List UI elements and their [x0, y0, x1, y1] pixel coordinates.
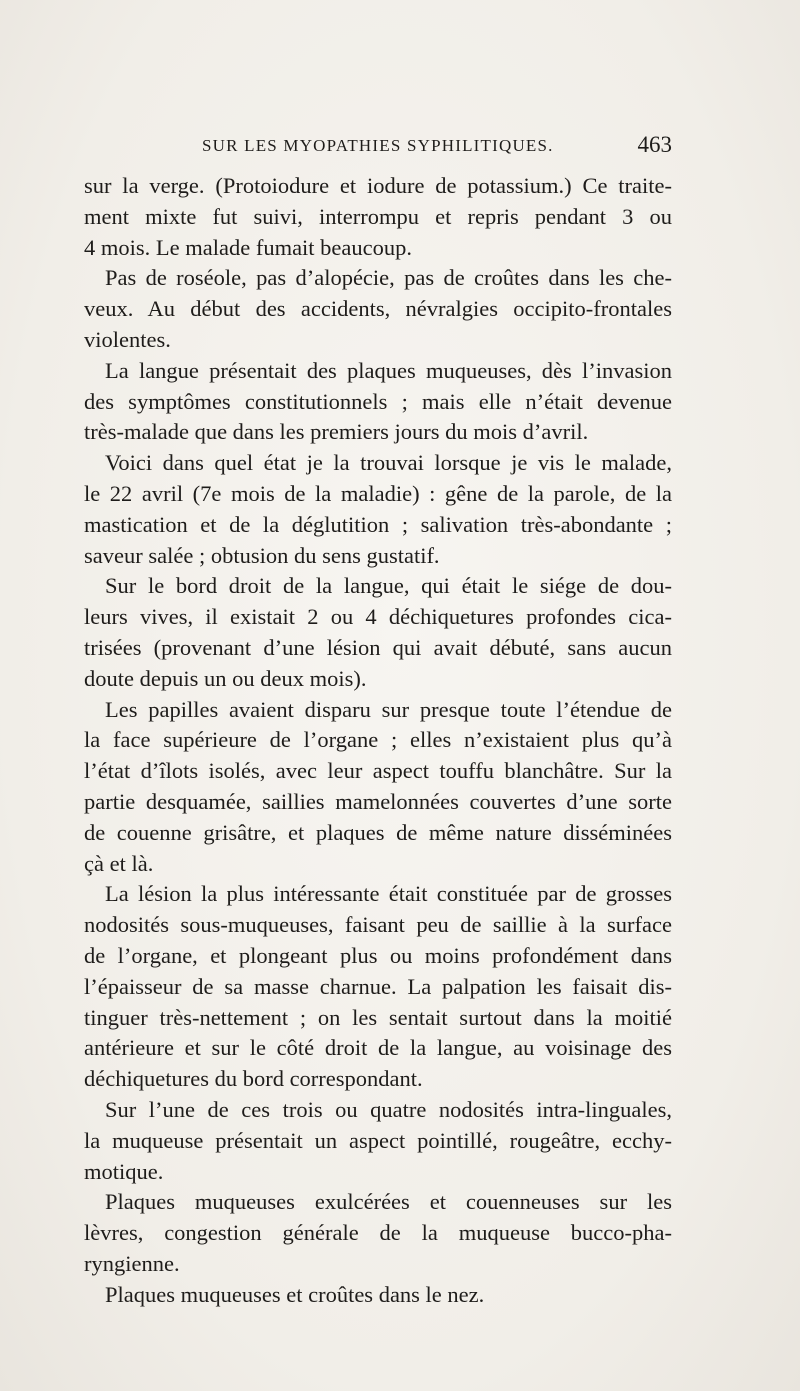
text-line: 4 mois. Le malade fumait beaucoup. [84, 234, 413, 260]
text-line: des symptômes constitutionnels ; mais elle n’était devenue [84, 388, 672, 414]
text-line: Pas de roséole, pas d’alopécie, pas de croûtes dans les che- [105, 265, 672, 291]
text-line: La lésion la plus intéressante était constituée par de grosses [105, 881, 672, 907]
text-line: le 22 avril (7e mois de la maladie) : gêne de la parole, de la [84, 480, 672, 506]
page-number: 463 [637, 132, 672, 157]
text-line: partie desquamée, saillies mamelonnées couvertes d’une sorte [84, 788, 672, 814]
text-line: tinguer très-nettement ; on les sentait surtout dans la moitié [84, 1004, 672, 1030]
text-line: antérieure et sur le côté droit de la langue, au voisinage des [84, 1035, 672, 1061]
text-line: la muqueuse présentait un aspect pointillé, rougeâtre, ecchy- [84, 1127, 672, 1153]
text-line: de couenne grisâtre, et plaques de même nature disséminées [84, 819, 672, 845]
text-line: très-malade que dans les premiers jours du mois d’avril. [84, 419, 589, 445]
text-line: trisées (provenant d’une lésion qui avait débuté, sans aucun [84, 634, 672, 660]
text-line: veux. Au début des accidents, névralgies occipito-frontales [84, 296, 672, 322]
body-text [84, 171, 672, 1310]
text-line: motique. [84, 1158, 164, 1184]
text-line: la face supérieure de l’organe ; elles n’existaient plus qu’à [84, 727, 672, 753]
text-line: lèvres, congestion générale de la muqueuse bucco-pha- [84, 1220, 672, 1246]
text-line: Sur l’une de ces trois ou quatre nodosités intra-linguales, [105, 1096, 672, 1122]
text-line: l’état d’îlots isolés, avec leur aspect touffu blanchâtre. Sur la [84, 758, 672, 784]
text-line: çà et là. [84, 850, 154, 876]
text-line: Plaques muqueuses et croûtes dans le nez. [105, 1281, 485, 1307]
text-line: Voici dans quel état je la trouvai lorsque je vis le malade, [105, 450, 672, 476]
text-line: Sur le bord droit de la langue, qui était le siége de dou- [105, 573, 672, 599]
text-line: Plaques muqueuses exulcérées et couenneuses sur les [105, 1189, 672, 1215]
text-line: sur la verge. (Protoiodure et iodure de potassium.) Ce traite- [84, 173, 672, 198]
text-line: violentes. [84, 326, 171, 352]
text-line: nodosités sous-muqueuses, faisant peu de saillie à la surface [84, 912, 672, 938]
text-line: ryngienne. [84, 1250, 180, 1276]
text-line: de l’organe, et plongeant plus ou moins profondément dans [84, 942, 672, 968]
text-line: Les papilles avaient disparu sur presque toute l’étendue de [105, 696, 672, 722]
text-line: l’épaisseur de sa masse charnue. La palpation les faisait dis- [84, 973, 672, 999]
text-line: saveur salée ; obtusion du sens gustatif. [84, 542, 440, 568]
text-line: ment mixte fut suivi, interrompu et repris pendant 3 ou [84, 203, 672, 229]
text-line: La langue présentait des plaques muqueuses, dès l’invasion [105, 357, 672, 383]
text-line: doute depuis un ou deux mois). [84, 665, 367, 691]
text-line: déchiquetures du bord correspondant. [84, 1066, 423, 1092]
running-head [84, 132, 672, 160]
text-line: mastication et de la déglutition ; salivation très-abondante ; [84, 511, 672, 537]
running-title: SUR LES MYOPATHIES SYPHILITIQUES. [202, 136, 554, 155]
text-line: leurs vives, il existait 2 ou 4 déchiquetures profondes cica- [84, 604, 672, 630]
